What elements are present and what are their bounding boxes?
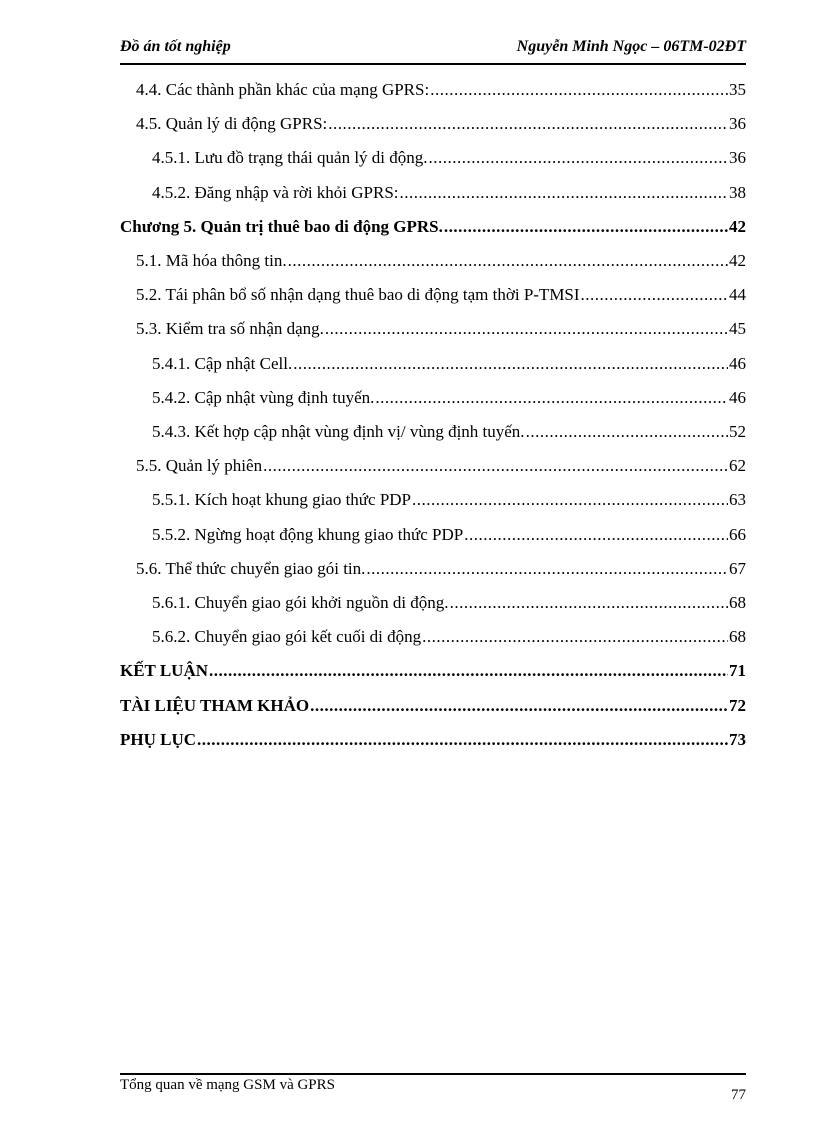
toc-entry-label: KẾT LUẬN (120, 661, 209, 680)
toc-entry (136, 78, 746, 102)
toc-entry-label: 5.6. Thể thức chuyển giao gói tin. (136, 559, 366, 578)
toc-entry-page: 62 (729, 456, 746, 475)
toc-dot-leader (429, 146, 728, 170)
footer-rule (120, 1073, 746, 1075)
toc-entry-page: 63 (729, 490, 746, 509)
toc-dot-leader (422, 625, 728, 649)
toc-entry-label: PHỤ LỤC (120, 730, 197, 749)
toc-entry-label: Chương 5. Quản trị thuê bao di động GPRS. (120, 217, 443, 236)
toc-dot-leader (444, 215, 728, 239)
toc-entry-label: 5.5.1. Kích hoạt khung giao thức PDP (152, 490, 412, 509)
toc-entry-page: 72 (729, 696, 746, 715)
toc-dot-leader (400, 181, 728, 205)
toc-entry-page: 46 (729, 388, 746, 407)
toc-dot-leader (412, 488, 728, 512)
toc-entry-page: 36 (729, 114, 746, 133)
toc-entry (120, 728, 746, 752)
toc-entry-label: 4.5.2. Đăng nhập và rời khỏi GPRS: (152, 183, 399, 202)
toc-dot-leader (293, 352, 728, 376)
toc-dot-leader (288, 249, 728, 273)
toc-dot-leader (581, 283, 728, 307)
toc-entry (152, 181, 746, 205)
toc-entry-page: 35 (729, 80, 746, 99)
toc-entry (152, 386, 746, 410)
toc-dot-leader (197, 728, 728, 752)
toc-entry (120, 659, 746, 683)
toc-entry (152, 420, 746, 444)
toc-dot-leader (263, 454, 728, 478)
toc-entry-label: 5.3. Kiểm tra số nhận dạng. (136, 319, 324, 338)
toc-dot-leader (375, 386, 728, 410)
header-left-text: Đồ án tốt nghiệp (120, 38, 231, 55)
toc-entry-page: 66 (729, 525, 746, 544)
toc-entry-page: 44 (729, 285, 746, 304)
toc-entry-label: 5.6.2. Chuyển giao gói kết cuối di động (152, 627, 422, 646)
toc-entry-label: 5.4.1. Cập nhật Cell. (152, 354, 293, 373)
toc-entry-page: 42 (729, 217, 746, 236)
footer-title: Tổng quan về mạng GSM và GPRS (120, 1077, 335, 1093)
toc-entry-page: 46 (729, 354, 746, 373)
toc-dot-leader (310, 694, 728, 718)
toc-entry (152, 625, 746, 649)
toc-entry-page: 68 (729, 627, 746, 646)
toc-entry-page: 36 (729, 148, 746, 167)
toc-dot-leader (526, 420, 728, 444)
toc-entry-label: 4.5. Quản lý di động GPRS: (136, 114, 328, 133)
toc-entry (152, 352, 746, 376)
toc-entry-page: 45 (729, 319, 746, 338)
header-rule (120, 63, 746, 65)
toc-entry-page: 52 (729, 422, 746, 441)
toc-entry (152, 523, 746, 547)
toc-entry-page: 38 (729, 183, 746, 202)
toc-entry (136, 283, 746, 307)
toc-dot-leader (328, 112, 728, 136)
toc-entry-label: 5.5.2. Ngừng hoạt động khung giao thức PDP (152, 525, 464, 544)
page-header (120, 38, 746, 62)
toc-entry-label: 5.1. Mã hóa thông tin. (136, 251, 287, 270)
toc-dot-leader (325, 317, 728, 341)
toc-entry-page: 68 (729, 593, 746, 612)
page-number: 77 (731, 1087, 746, 1103)
toc-entry-page: 73 (729, 730, 746, 749)
header-right-text: Nguyễn Minh Ngọc – 06TM-02ĐT (516, 38, 746, 55)
toc-entry (120, 215, 746, 239)
toc-entry-label: 5.5. Quản lý phiên (136, 456, 263, 475)
toc-entry-label: 5.4.3. Kết hợp cập nhật vùng định vị/ vùng định tuyến. (152, 422, 525, 441)
toc-entry (136, 317, 746, 341)
toc-entry-label: 4.4. Các thành phần khác của mạng GPRS: (136, 80, 430, 99)
toc-entry-page: 71 (729, 661, 746, 680)
toc-entry-label: 4.5.1. Lưu đồ trạng thái quản lý di động. (152, 148, 428, 167)
toc-entry (136, 249, 746, 273)
toc-entry-page: 67 (729, 559, 746, 578)
toc-entry (120, 694, 746, 718)
toc-dot-leader (464, 523, 728, 547)
toc-entry (136, 112, 746, 136)
toc-entry-page: 42 (729, 251, 746, 270)
toc-entry-label: 5.4.2. Cập nhật vùng định tuyến. (152, 388, 375, 407)
toc-dot-leader (209, 659, 728, 683)
toc-entry-label: TÀI LIỆU THAM KHẢO (120, 696, 310, 715)
toc-dot-leader (450, 591, 728, 615)
toc-entry (152, 146, 746, 170)
toc-entry (136, 454, 746, 478)
toc-entry (152, 591, 746, 615)
toc-entry-label: 5.2. Tái phân bổ số nhận dạng thuê bao di động tạm thời P-TMSI (136, 285, 580, 304)
toc-entry (152, 488, 746, 512)
toc-dot-leader (430, 78, 728, 102)
toc-entry-label: 5.6.1. Chuyển giao gói khởi nguồn di động. (152, 593, 449, 612)
toc-dot-leader (366, 557, 728, 581)
toc-entry (136, 557, 746, 581)
